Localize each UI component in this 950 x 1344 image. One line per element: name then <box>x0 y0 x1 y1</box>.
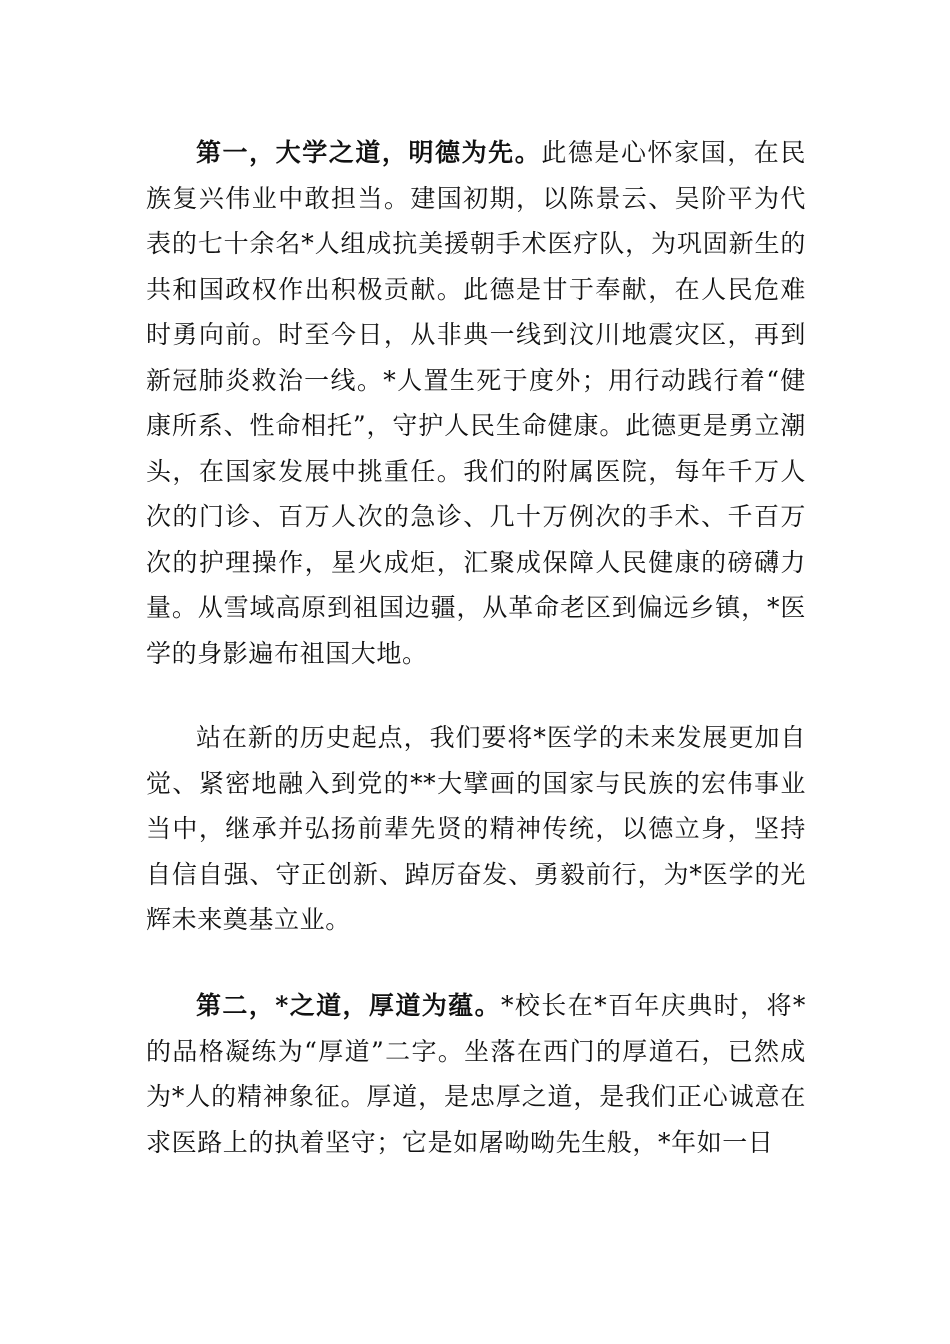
paragraph-2 <box>146 715 806 943</box>
paragraph-1 <box>146 130 806 676</box>
paragraph-2-body: 站在新的历史起点，我们要将*医学的未来发展更加自觉、紧密地融入到党的**大擘画的国家与民族的宏伟事业当中，继承并弘扬前辈先贤的精神传统，以德立身，坚持自信自强、守正创新、踔厉奋发、勇毅前行，为*医学的光辉未来奠基立业。 <box>146 723 806 934</box>
paragraph-3 <box>146 983 806 1165</box>
paragraph-1-heading: 第一，大学之道，明德为先。 <box>196 138 542 167</box>
paragraph-3-body: *校长在*百年庆典时，将*的品格凝练为“厚道”二字。坐落在西门的厚道石，已然成为*人的精神象征。厚道，是忠厚之道，是我们正心诚意在求医路上的执着坚守；它是如屠呦呦先生般，*年如一日 <box>146 991 806 1157</box>
paragraph-3-heading: 第二，*之道，厚道为蕴。 <box>196 991 501 1020</box>
paragraph-1-body: 此德是心怀家国，在民族复兴伟业中敢担当。建国初期，以陈景云、吴阶平为代表的七十余名*人组成抗美援朝手术医疗队，为巩固新生的共和国政权作出积极贡献。此德是甘于奉献，在人民危难时勇向前。时至今日，从非典一线到汶川地震灾区，再到新冠肺炎救治一线。*人置生死于度外；用行动践行着“健康所系、性命相托”，守护人民生命健康。此德更是勇立潮头，在国家发展中挑重任。我们的附属医院，每年千万人次的门诊、百万人次的急诊、几十万例次的手术、千百万次的护理操作，星火成炬，汇聚成保障人民健康的磅礴力量。从雪域高原到祖国边疆，从革命老区到偏远乡镇，*医学的身影遍布祖国大地。 <box>146 138 806 668</box>
